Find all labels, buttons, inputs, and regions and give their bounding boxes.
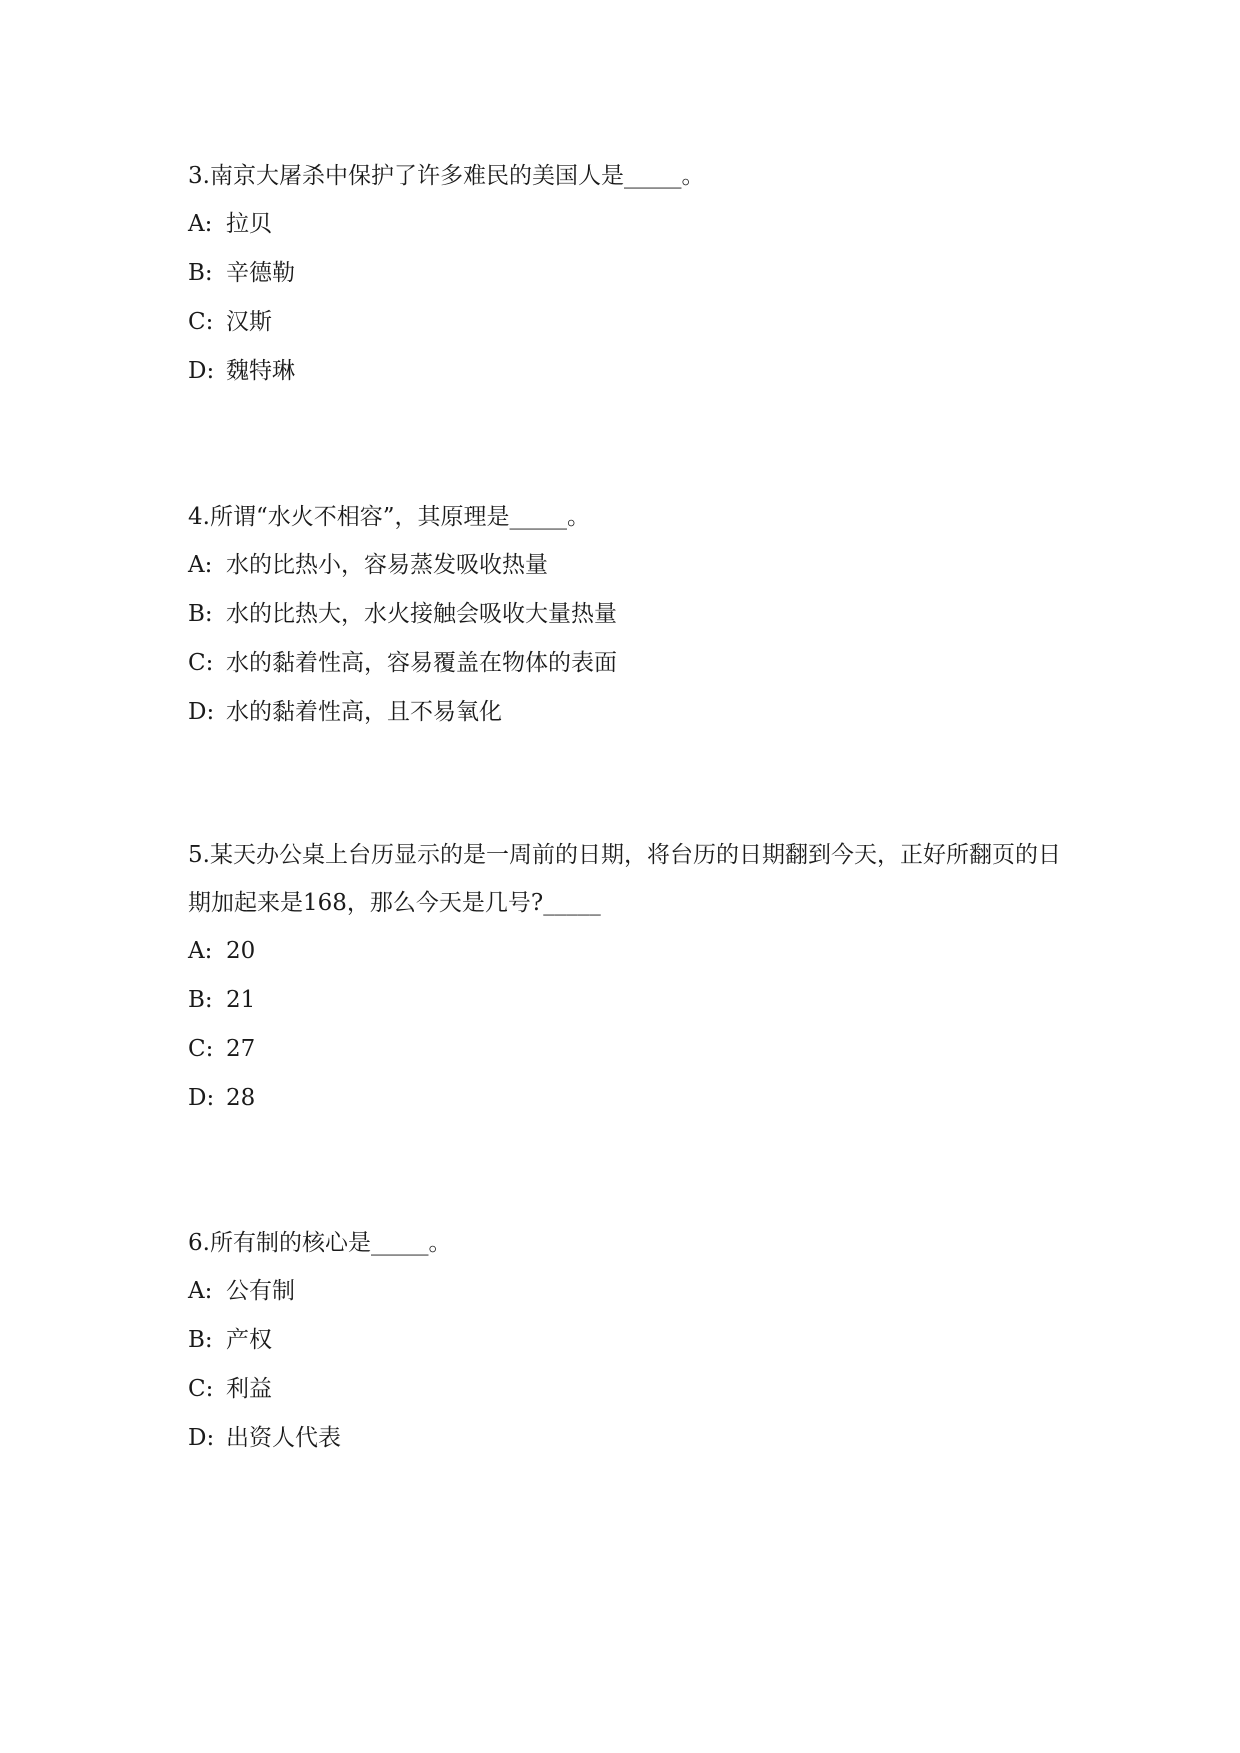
option-text: 27	[226, 1036, 256, 1062]
option-d	[188, 347, 1068, 396]
option-text: 水的黏着性高，且不易氧化	[226, 699, 502, 725]
option-c	[188, 1025, 1068, 1074]
option-key: C:	[188, 650, 214, 676]
option-key: D:	[188, 699, 215, 725]
option-text: 出资人代表	[226, 1425, 341, 1451]
option-d	[188, 1414, 1068, 1463]
option-d	[188, 688, 1068, 737]
option-a	[188, 1267, 1068, 1316]
option-text: 20	[226, 938, 256, 964]
option-key: C:	[188, 309, 214, 335]
option-b	[188, 249, 1068, 298]
option-a	[188, 200, 1068, 249]
option-text: 产权	[226, 1327, 272, 1353]
option-key: A:	[188, 211, 213, 237]
question-stem: 4.所谓“水火不相容”，其原理是_____。	[188, 504, 590, 530]
option-c	[188, 1365, 1068, 1414]
option-text: 辛德勒	[226, 260, 295, 286]
option-key: C:	[188, 1376, 214, 1402]
question-stem: 6.所有制的核心是_____。	[188, 1230, 452, 1256]
option-key: B:	[188, 1327, 213, 1353]
option-key: D:	[188, 358, 215, 384]
question-stem: 3.南京大屠杀中保护了许多难民的美国人是_____。	[188, 163, 705, 189]
option-text: 拉贝	[226, 211, 272, 237]
option-text: 28	[226, 1085, 256, 1111]
option-b	[188, 590, 1068, 639]
option-a	[188, 927, 1068, 976]
option-key: A:	[188, 938, 213, 964]
option-key: D:	[188, 1085, 215, 1111]
question-6	[188, 1219, 1068, 1463]
option-key: B:	[188, 601, 213, 627]
option-text: 水的比热大，水火接触会吸收大量热量	[226, 601, 617, 627]
option-c	[188, 639, 1068, 688]
option-c	[188, 298, 1068, 347]
option-b	[188, 976, 1068, 1025]
option-text: 公有制	[226, 1278, 295, 1304]
option-a	[188, 541, 1068, 590]
option-text: 水的比热小，容易蒸发吸收热量	[226, 552, 548, 578]
question-5	[188, 831, 1068, 1123]
option-text: 水的黏着性高，容易覆盖在物体的表面	[226, 650, 617, 676]
option-key: B:	[188, 987, 213, 1013]
option-d	[188, 1074, 1068, 1123]
option-b	[188, 1316, 1068, 1365]
option-key: C:	[188, 1036, 214, 1062]
option-key: A:	[188, 552, 213, 578]
option-key: D:	[188, 1425, 215, 1451]
option-text: 21	[226, 987, 256, 1013]
question-stem: 5.某天办公桌上台历显示的是一周前的日期，将台历的日期翻到今天，正好所翻页的日期加起来是168，那么今天是几号?_____	[188, 842, 1061, 916]
option-key: B:	[188, 260, 213, 286]
option-text: 利益	[226, 1376, 272, 1402]
option-text: 魏特琳	[226, 358, 295, 384]
option-text: 汉斯	[226, 309, 272, 335]
question-3	[188, 152, 1068, 396]
option-key: A:	[188, 1278, 213, 1304]
question-4	[188, 493, 1068, 737]
